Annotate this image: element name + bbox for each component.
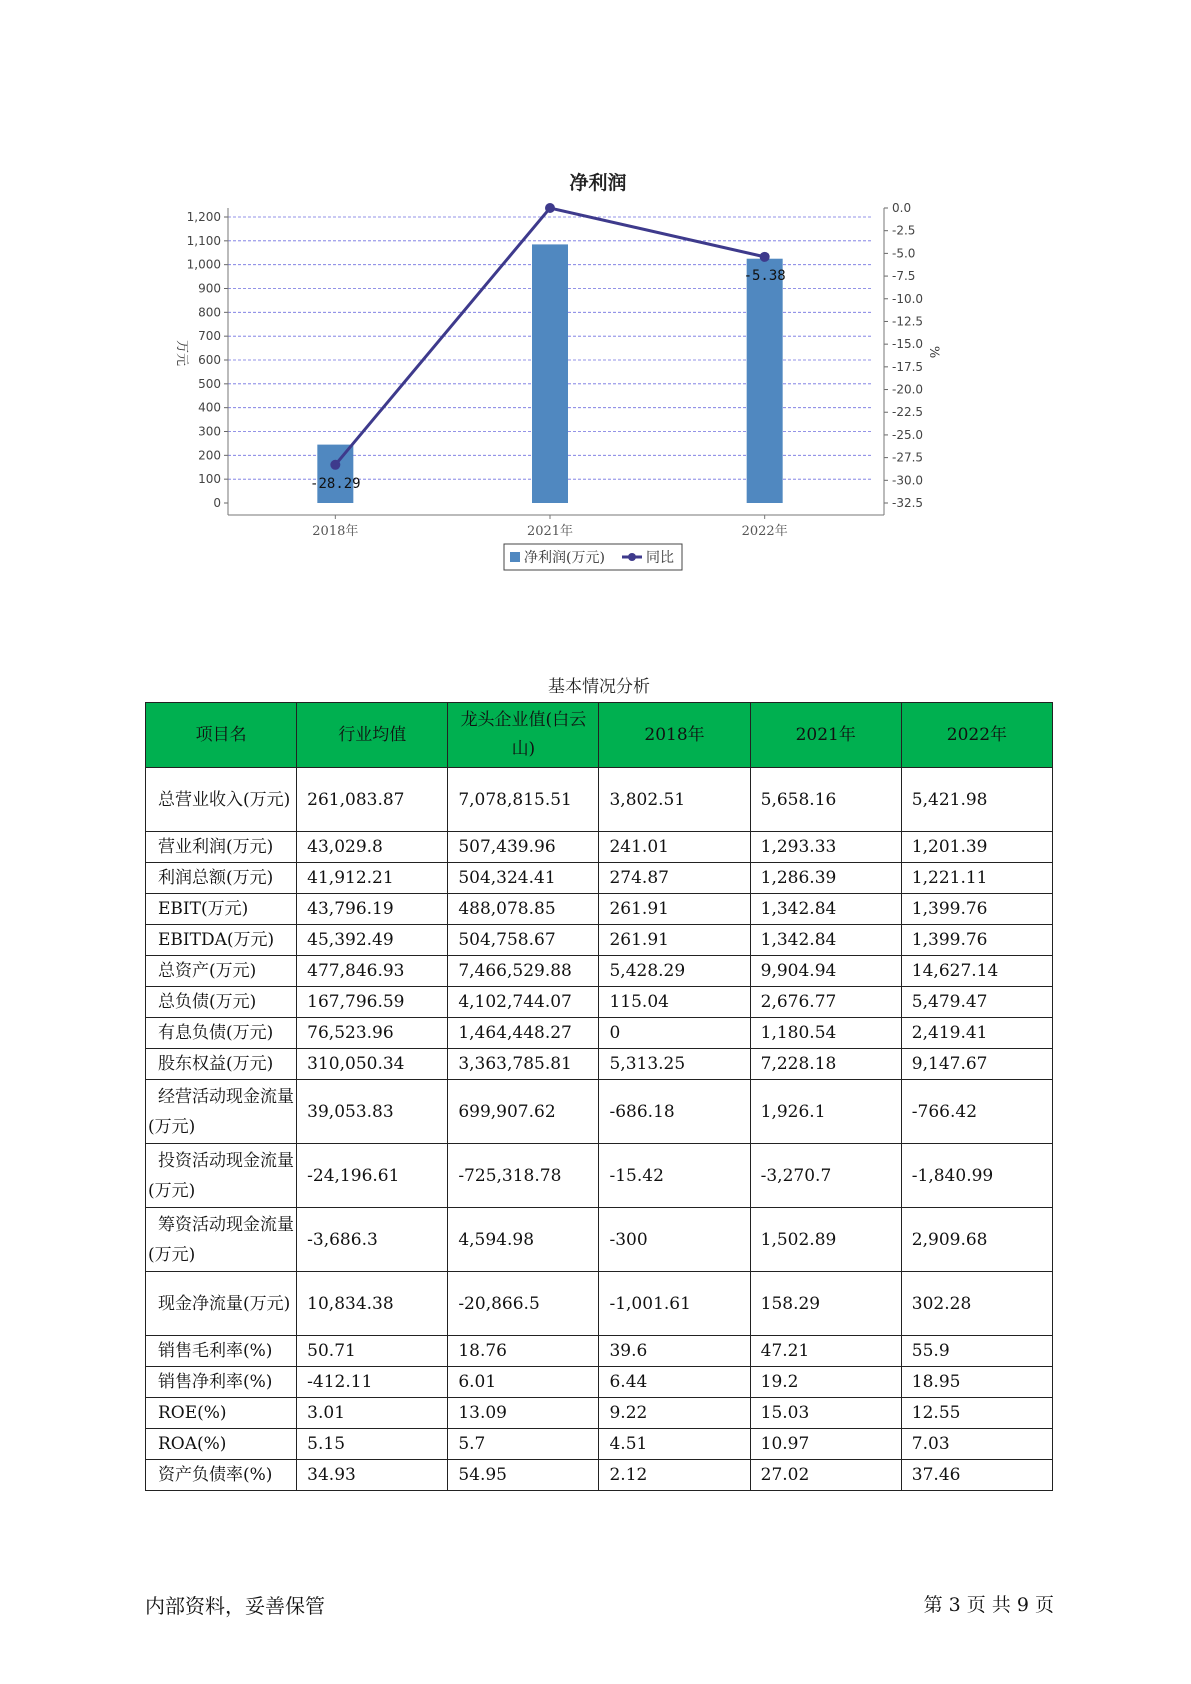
- row-label: 经营活动现金流量(万元): [146, 1080, 297, 1144]
- row-label: 营业利润(万元): [146, 832, 297, 863]
- row-label: 利润总额(万元): [146, 863, 297, 894]
- table-cell: -725,318.78: [448, 1144, 599, 1208]
- table-cell: 1,399.76: [901, 925, 1052, 956]
- table-cell: 9.22: [599, 1398, 750, 1429]
- table-cell: 5,428.29: [599, 956, 750, 987]
- yoy-data-label: -5.38: [743, 267, 786, 284]
- y-tick-label: 500: [198, 376, 221, 391]
- table-cell: 6.44: [599, 1367, 750, 1398]
- table-cell: 241.01: [599, 832, 750, 863]
- table-row: [146, 1144, 1053, 1208]
- table-cell: 0: [599, 1018, 750, 1049]
- table-row: [146, 1208, 1053, 1272]
- table-cell: 5,313.25: [599, 1049, 750, 1080]
- column-header: 2022年: [901, 703, 1052, 768]
- y2-tick-label: -27.5: [892, 450, 924, 465]
- row-label: ROA(%): [146, 1429, 297, 1460]
- table-cell: 50.71: [297, 1336, 448, 1367]
- y2-tick-label: -32.5: [892, 496, 924, 510]
- table-cell: 47.21: [750, 1336, 901, 1367]
- net-profit-chart: [150, 160, 1050, 630]
- y-tick-label: 700: [198, 329, 221, 344]
- y-tick-label: 1,100: [186, 233, 221, 248]
- table-cell: 7,228.18: [750, 1049, 901, 1080]
- table-cell: 7.03: [901, 1429, 1052, 1460]
- bar: [747, 259, 783, 503]
- y-tick-label: 1,200: [186, 210, 221, 224]
- table-cell: 5,421.98: [901, 768, 1052, 832]
- row-label: 资产负债率(%): [146, 1460, 297, 1491]
- table-cell: -686.18: [599, 1080, 750, 1144]
- table-cell: 5,479.47: [901, 987, 1052, 1018]
- table-cell: 39.6: [599, 1336, 750, 1367]
- table-cell: 1,502.89: [750, 1208, 901, 1272]
- table-row: [146, 1336, 1053, 1367]
- y-tick-label: 100: [198, 472, 221, 487]
- table-cell: 1,293.33: [750, 832, 901, 863]
- row-label: 总负债(万元): [146, 987, 297, 1018]
- row-label: ROE(%): [146, 1398, 297, 1429]
- table-cell: 1,201.39: [901, 832, 1052, 863]
- row-label: 销售净利率(%): [146, 1367, 297, 1398]
- y2-tick-label: -5.0: [892, 246, 916, 261]
- table-cell: 45,392.49: [297, 925, 448, 956]
- table-cell: -412.11: [297, 1367, 448, 1398]
- table-row: [146, 1367, 1053, 1398]
- legend-line-label: 同比: [646, 550, 674, 566]
- y-axis-label: 万元: [174, 339, 189, 367]
- table-body: [146, 768, 1053, 1491]
- table-cell: 261.91: [599, 925, 750, 956]
- table-row: [146, 925, 1053, 956]
- table-cell: 76,523.96: [297, 1018, 448, 1049]
- footer-confidential-note: 内部资料，妥善保管: [145, 1596, 325, 1618]
- yoy-data-label: -28.29: [310, 475, 361, 492]
- table-row: [146, 1080, 1053, 1144]
- table-cell: 1,286.39: [750, 863, 901, 894]
- table-cell: 15.03: [750, 1398, 901, 1429]
- table-cell: 3.01: [297, 1398, 448, 1429]
- table-cell: 2,676.77: [750, 987, 901, 1018]
- row-label: 总资产(万元): [146, 956, 297, 987]
- table-cell: 1,399.76: [901, 894, 1052, 925]
- table-cell: 34.93: [297, 1460, 448, 1491]
- y2-tick-label: -17.5: [892, 359, 924, 374]
- x-tick-label: 2022年: [741, 524, 788, 539]
- chart-title: 净利润: [569, 172, 627, 194]
- table-cell: 39,053.83: [297, 1080, 448, 1144]
- table-cell: 10.97: [750, 1429, 901, 1460]
- column-header: 行业均值: [297, 703, 448, 768]
- y-tick-label: 200: [198, 448, 221, 463]
- y2-tick-label: 0.0: [892, 201, 912, 215]
- bar: [317, 445, 353, 503]
- y-tick-label: 300: [198, 424, 221, 439]
- table-title: 基本情况分析: [548, 677, 650, 697]
- table-row: [146, 956, 1053, 987]
- y2-tick-label: -10.0: [892, 291, 924, 306]
- bar: [532, 244, 568, 503]
- table-cell: 4.51: [599, 1429, 750, 1460]
- table-cell: 261,083.87: [297, 768, 448, 832]
- legend-bar-swatch: [510, 552, 520, 562]
- y2-tick-label: -25.0: [892, 427, 924, 442]
- table-cell: 4,102,744.07: [448, 987, 599, 1018]
- basic-analysis-table: [145, 702, 1053, 1491]
- table-cell: -20,866.5: [448, 1272, 599, 1336]
- table-cell: 6.01: [448, 1367, 599, 1398]
- column-header: 2021年: [750, 703, 901, 768]
- y-tick-label: 800: [198, 305, 221, 320]
- table-cell: 1,342.84: [750, 894, 901, 925]
- table-row: [146, 863, 1053, 894]
- table-cell: -766.42: [901, 1080, 1052, 1144]
- table-cell: 13.09: [448, 1398, 599, 1429]
- row-label: EBITDA(万元): [146, 925, 297, 956]
- y2-tick-label: -12.5: [892, 314, 924, 329]
- row-label: 筹资活动现金流量(万元): [146, 1208, 297, 1272]
- table-cell: 10,834.38: [297, 1272, 448, 1336]
- table-cell: 18.95: [901, 1367, 1052, 1398]
- y-tick-label: 1,000: [186, 257, 221, 272]
- table-cell: 9,904.94: [750, 956, 901, 987]
- table-cell: 1,221.11: [901, 863, 1052, 894]
- y2-tick-label: -30.0: [892, 473, 924, 488]
- footer-page-number: 第 3 页 共 9 页: [923, 1594, 1054, 1616]
- table-cell: -24,196.61: [297, 1144, 448, 1208]
- table-cell: 5.7: [448, 1429, 599, 1460]
- row-label: 股东权益(万元): [146, 1049, 297, 1080]
- table-cell: 310,050.34: [297, 1049, 448, 1080]
- table-cell: 14,627.14: [901, 956, 1052, 987]
- table-cell: 19.2: [750, 1367, 901, 1398]
- table-row: [146, 768, 1053, 832]
- table-row: [146, 987, 1053, 1018]
- table-cell: 1,464,448.27: [448, 1018, 599, 1049]
- table-cell: 43,029.8: [297, 832, 448, 863]
- table-row: [146, 1018, 1053, 1049]
- table-cell: 504,758.67: [448, 925, 599, 956]
- y2-tick-label: -7.5: [892, 269, 916, 284]
- table-cell: 167,796.59: [297, 987, 448, 1018]
- table-cell: -300: [599, 1208, 750, 1272]
- table-cell: 7,466,529.88: [448, 956, 599, 987]
- y2-tick-label: -2.5: [892, 223, 916, 238]
- table-cell: 55.9: [901, 1336, 1052, 1367]
- row-label: 销售毛利率(%): [146, 1336, 297, 1367]
- x-tick-label: 2018年: [312, 524, 359, 539]
- table-cell: 1,180.54: [750, 1018, 901, 1049]
- table-cell: 302.28: [901, 1272, 1052, 1336]
- table-cell: -3,270.7: [750, 1144, 901, 1208]
- y2-tick-label: -15.0: [892, 337, 924, 352]
- table-cell: -1,840.99: [901, 1144, 1052, 1208]
- table-row: [146, 1398, 1053, 1429]
- table-cell: 43,796.19: [297, 894, 448, 925]
- table-cell: 7,078,815.51: [448, 768, 599, 832]
- table-cell: 1,926.1: [750, 1080, 901, 1144]
- yoy-point: [760, 252, 770, 262]
- table-cell: 3,802.51: [599, 768, 750, 832]
- y2-tick-label: -22.5: [892, 405, 924, 420]
- table-cell: 18.76: [448, 1336, 599, 1367]
- y2-axis-label: %: [926, 345, 941, 359]
- table-row: [146, 832, 1053, 863]
- row-label: 有息负债(万元): [146, 1018, 297, 1049]
- x-tick-label: 2021年: [526, 524, 574, 539]
- legend-line-marker: [628, 553, 636, 561]
- table-cell: 699,907.62: [448, 1080, 599, 1144]
- table-cell: 261.91: [599, 894, 750, 925]
- table-cell: 477,846.93: [297, 956, 448, 987]
- column-header: 2018年: [599, 703, 750, 768]
- table-row: [146, 1049, 1053, 1080]
- table-cell: 41,912.21: [297, 863, 448, 894]
- chart-bars: [317, 244, 782, 503]
- table-cell: -3,686.3: [297, 1208, 448, 1272]
- table-cell: -15.42: [599, 1144, 750, 1208]
- table-cell: 3,363,785.81: [448, 1049, 599, 1080]
- table-cell: 27.02: [750, 1460, 901, 1491]
- column-header: 龙头企业值(白云山): [448, 703, 599, 768]
- row-label: 总营业收入(万元): [146, 768, 297, 832]
- yoy-point: [545, 203, 555, 213]
- table-cell: 488,078.85: [448, 894, 599, 925]
- table-cell: 507,439.96: [448, 832, 599, 863]
- row-label: 现金净流量(万元): [146, 1272, 297, 1336]
- table-cell: 2,909.68: [901, 1208, 1052, 1272]
- y-tick-label: 400: [198, 400, 221, 415]
- table-header-row: [146, 703, 1053, 768]
- y-tick-label: 600: [198, 353, 221, 367]
- row-label: EBIT(万元): [146, 894, 297, 925]
- column-header: 项目名: [146, 703, 297, 768]
- table-cell: 5,658.16: [750, 768, 901, 832]
- table-row: [146, 1460, 1053, 1491]
- table-cell: 9,147.67: [901, 1049, 1052, 1080]
- y2-tick-label: -20.0: [892, 382, 924, 397]
- chart-canvas: [150, 160, 1050, 630]
- table-cell: 12.55: [901, 1398, 1052, 1429]
- chart-legend: [504, 544, 682, 570]
- table-cell: 54.95: [448, 1460, 599, 1491]
- row-label: 投资活动现金流量(万元): [146, 1144, 297, 1208]
- y-tick-label: 900: [198, 281, 221, 296]
- table-cell: 37.46: [901, 1460, 1052, 1491]
- table-row: [146, 894, 1053, 925]
- table-cell: 2,419.41: [901, 1018, 1052, 1049]
- table-cell: -1,001.61: [599, 1272, 750, 1336]
- table-cell: 115.04: [599, 987, 750, 1018]
- table-cell: 504,324.41: [448, 863, 599, 894]
- y-tick-label: 0: [213, 496, 221, 510]
- table-cell: 2.12: [599, 1460, 750, 1491]
- legend-bar-label: 净利润(万元): [524, 550, 605, 566]
- table-cell: 1,342.84: [750, 925, 901, 956]
- table-cell: 158.29: [750, 1272, 901, 1336]
- table-cell: 5.15: [297, 1429, 448, 1460]
- yoy-point: [330, 460, 340, 470]
- table-row: [146, 1429, 1053, 1460]
- table-cell: 274.87: [599, 863, 750, 894]
- table-cell: 4,594.98: [448, 1208, 599, 1272]
- table-row: [146, 1272, 1053, 1336]
